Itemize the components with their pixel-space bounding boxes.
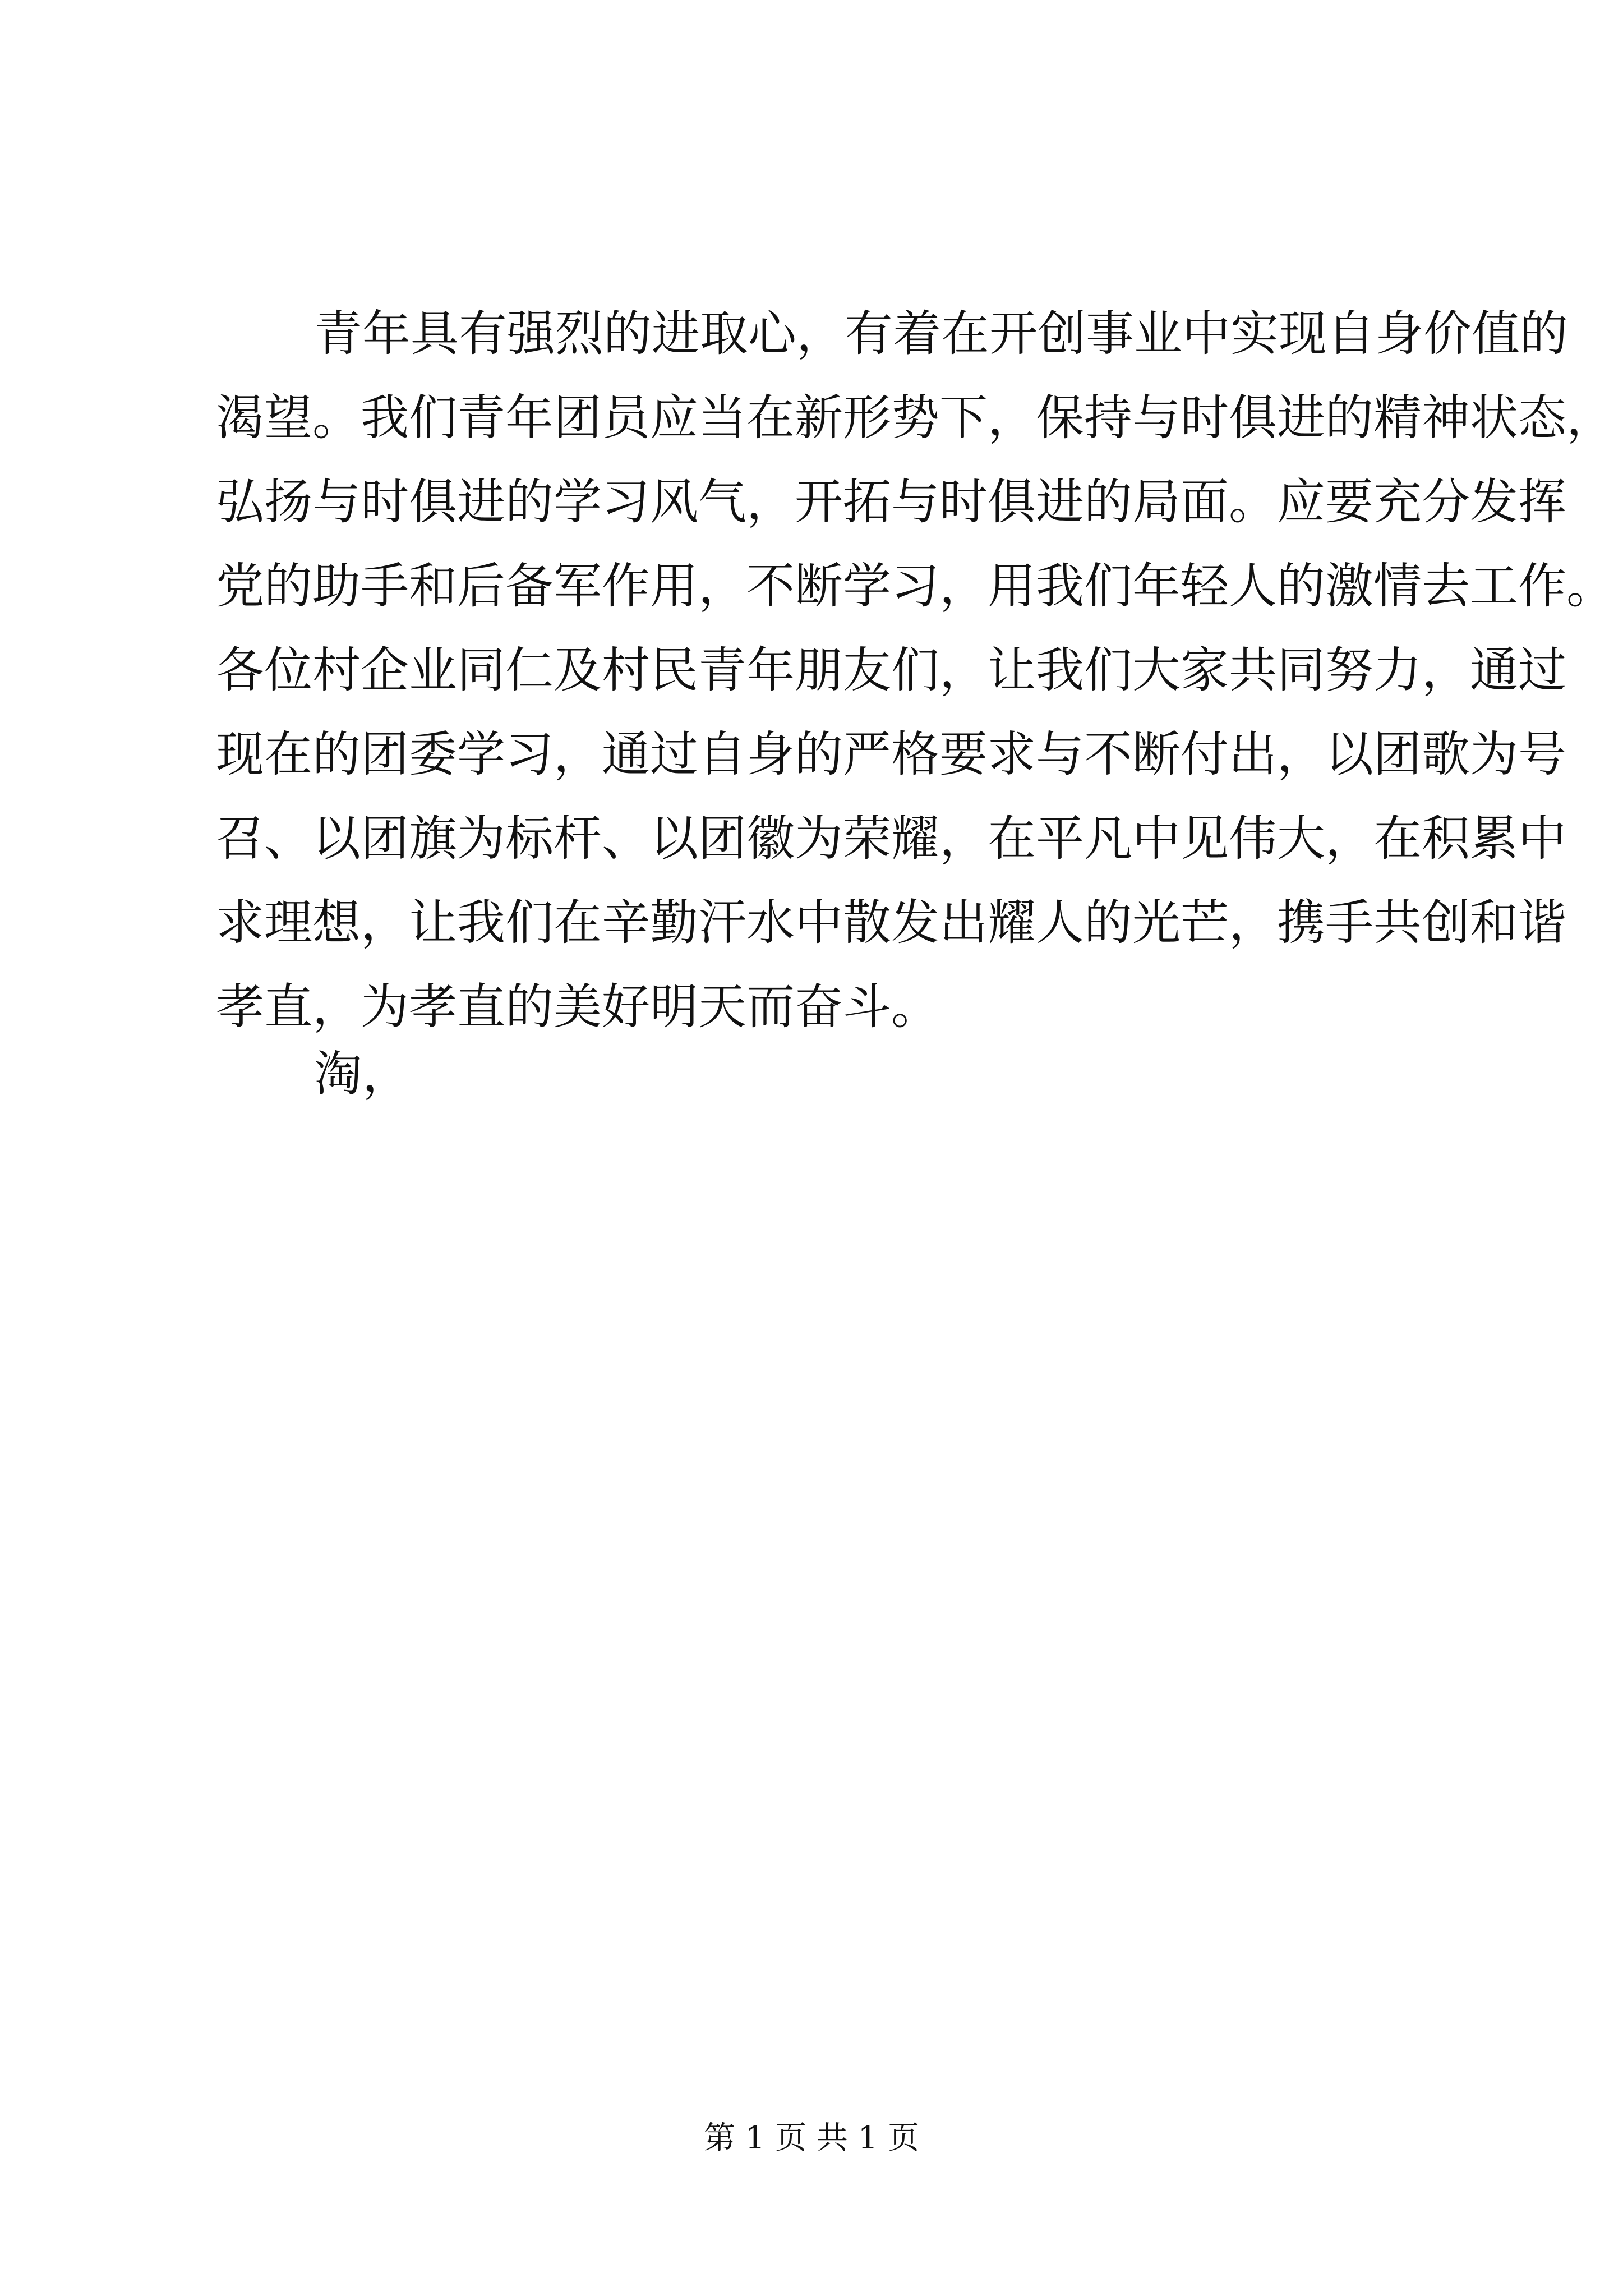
paragraph-line-1: 青年具有强烈的进取心，有着在开创事业中实现自身价值的 [314, 306, 1568, 362]
paragraph-line-5: 各位村企业同仁及村民青年朋友们，让我们大家共同努力，通过 [216, 642, 1566, 698]
paragraph-line-8: 求理想，让我们在辛勤汗水中散发出耀人的光芒，携手共创和谐 [216, 895, 1566, 951]
paragraph-line-9: 孝直，为孝直的美好明天而奋斗。 [216, 979, 939, 1035]
body-paragraph [216, 292, 1615, 1049]
page-number-footer: 第 1 页 共 1 页 [703, 2120, 920, 2156]
paragraph-line-3: 弘扬与时俱进的学习风气，开拓与时俱进的局面。应要充分发挥 [216, 474, 1566, 530]
paragraph-line-2: 渴望。我们青年团员应当在新形势下，保持与时俱进的精神状态， [216, 390, 1615, 446]
paragraph-line-7: 召、以团旗为标杆、以团徽为荣耀，在平凡中见伟大，在积累中 [216, 811, 1566, 867]
paragraph-line-4: 党的助手和后备军作用，不断学习，用我们年轻人的激情去工作。 [216, 558, 1615, 614]
closing-text: 淘， [314, 1046, 411, 1102]
paragraph-line-6: 现在的团委学习，通过自身的严格要求与不断付出，以团歌为号 [216, 726, 1566, 783]
